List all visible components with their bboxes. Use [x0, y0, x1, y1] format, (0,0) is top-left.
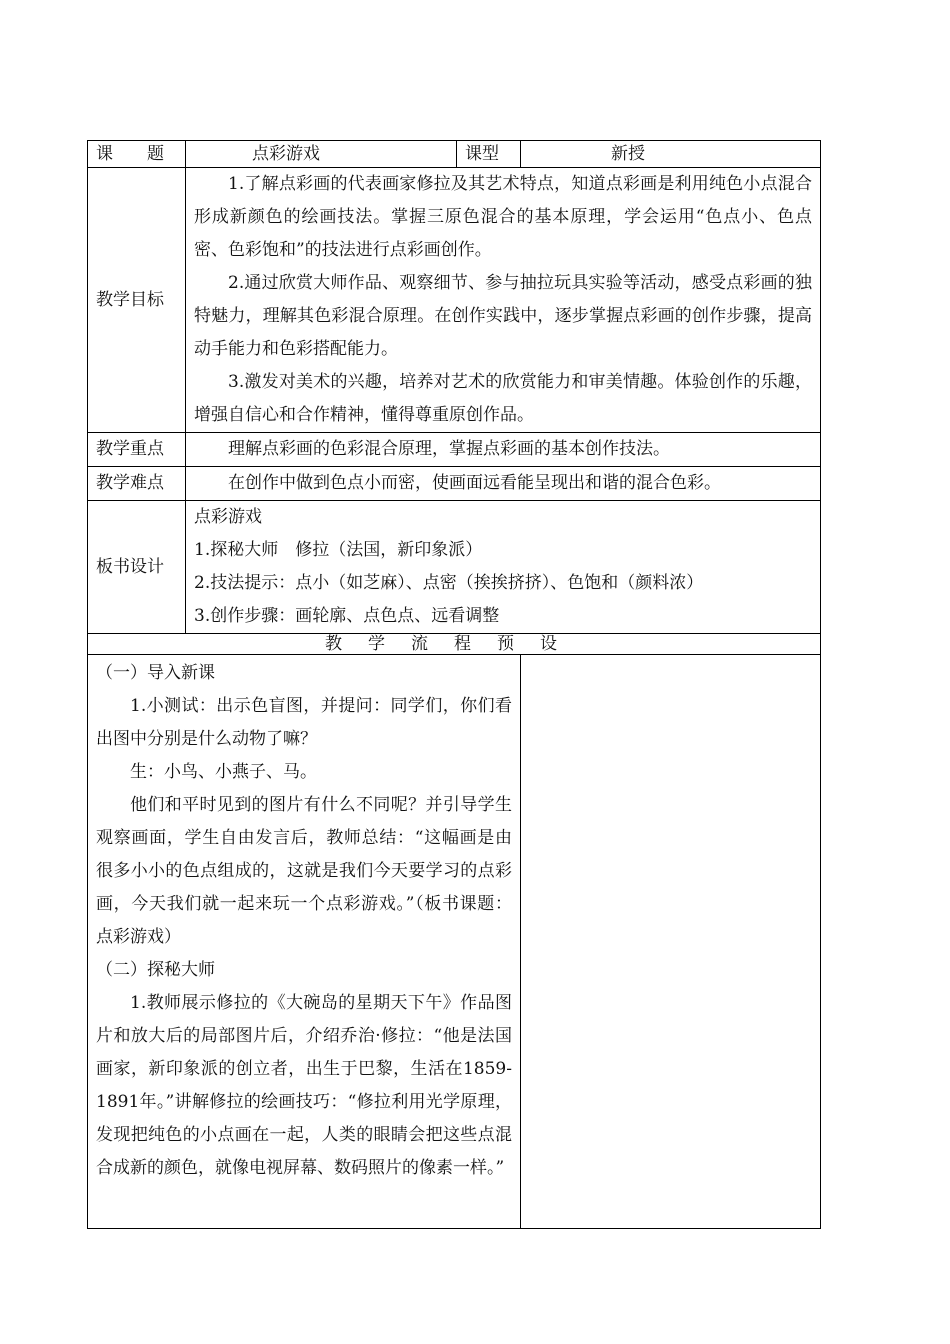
difficulty-label: 教学难点 — [88, 467, 186, 501]
board-line-2: 1.探秘大师 修拉（法国，新印象派） — [194, 540, 483, 560]
type-label: 课型 — [457, 141, 521, 168]
difficulty-text: 在创作中做到色点小而密，使画面远看能呈现出和谐的混合色彩。 — [228, 473, 721, 493]
flow-content — [88, 655, 521, 1229]
lesson-plan-table — [87, 140, 821, 1229]
board-content — [186, 501, 821, 634]
section2-title: （二）探秘大师 — [96, 960, 215, 980]
board-label: 板书设计 — [88, 501, 186, 634]
key-point-row — [88, 433, 821, 467]
topic-label: 课 题 — [88, 141, 186, 168]
section1-title: （一）导入新课 — [96, 663, 215, 683]
header-row — [88, 141, 821, 168]
board-line-4: 3.创作步骤：画轮廓、点色点、远看调整 — [194, 606, 500, 626]
goal-item-1: 1.了解点彩画的代表画家修拉及其艺术特点，知道点彩画是利用纯色小点混合形成新颜色的绘画技法。掌握三原色混合的基本原理，学会运用“色点小、色点密、色彩饱和”的技法进行点彩画创作。 — [194, 174, 812, 260]
board-row — [88, 501, 821, 634]
difficulty-value — [186, 467, 821, 501]
flow-heading-row — [88, 634, 821, 655]
goals-content — [186, 168, 821, 433]
flow-heading: 教学流程预设 — [88, 634, 821, 655]
section1-para-2: 生：小鸟、小燕子、马。 — [130, 762, 317, 782]
goals-row — [88, 168, 821, 433]
board-line-3: 2.技法提示：点小（如芝麻）、点密（挨挨挤挤）、色饱和（颜料浓） — [194, 573, 704, 593]
goal-item-2: 2.通过欣赏大师作品、观察细节、参与抽拉玩具实验等活动，感受点彩画的独特魅力，理解其色彩混合原理。在创作实践中，逐步掌握点彩画的创作步骤，提高动手能力和色彩搭配能力。 — [194, 273, 812, 359]
goal-item-3: 3.激发对美术的兴趣，培养对艺术的欣赏能力和审美情趣。体验创作的乐趣，增强自信心和合作精神，懂得尊重原创作品。 — [194, 372, 812, 425]
flow-notes-column — [521, 655, 821, 1229]
key-point-label: 教学重点 — [88, 433, 186, 467]
goals-label: 教学目标 — [88, 168, 186, 433]
key-point-value — [186, 433, 821, 467]
section1-para-1: 1.小测试：出示色盲图，并提问：同学们，你们看出图中分别是什么动物了嘛？ — [96, 696, 512, 749]
board-line-1: 点彩游戏 — [194, 507, 262, 527]
type-value: 新授 — [521, 141, 821, 168]
difficulty-row — [88, 467, 821, 501]
topic-value: 点彩游戏 — [186, 141, 457, 168]
flow-row — [88, 655, 821, 1229]
lesson-plan-page — [87, 140, 820, 1229]
section1-para-3: 他们和平时见到的图片有什么不同呢？并引导学生观察画面，学生自由发言后，教师总结：“这幅画是由很多小小的色点组成的，这就是我们今天要学习的点彩画，今天我们就一起来玩一个点彩游戏。”（板书课题：点彩游戏） — [96, 795, 512, 947]
key-point-text: 理解点彩画的色彩混合原理，掌握点彩画的基本创作技法。 — [228, 439, 670, 459]
section2-para-1: 1.教师展示修拉的《大碗岛的星期天下午》作品图片和放大后的局部图片后，介绍乔治·修拉：“他是法国画家，新印象派的创立者，出生于巴黎，生活在1859-1891年。”讲解修拉的绘画技巧：“修拉利用光学原理，发现把纯色的小点画在一起，人类的眼睛会把这些点混合成新的颜色，就像电视屏幕、数码照片的像素一样。” — [96, 993, 512, 1178]
